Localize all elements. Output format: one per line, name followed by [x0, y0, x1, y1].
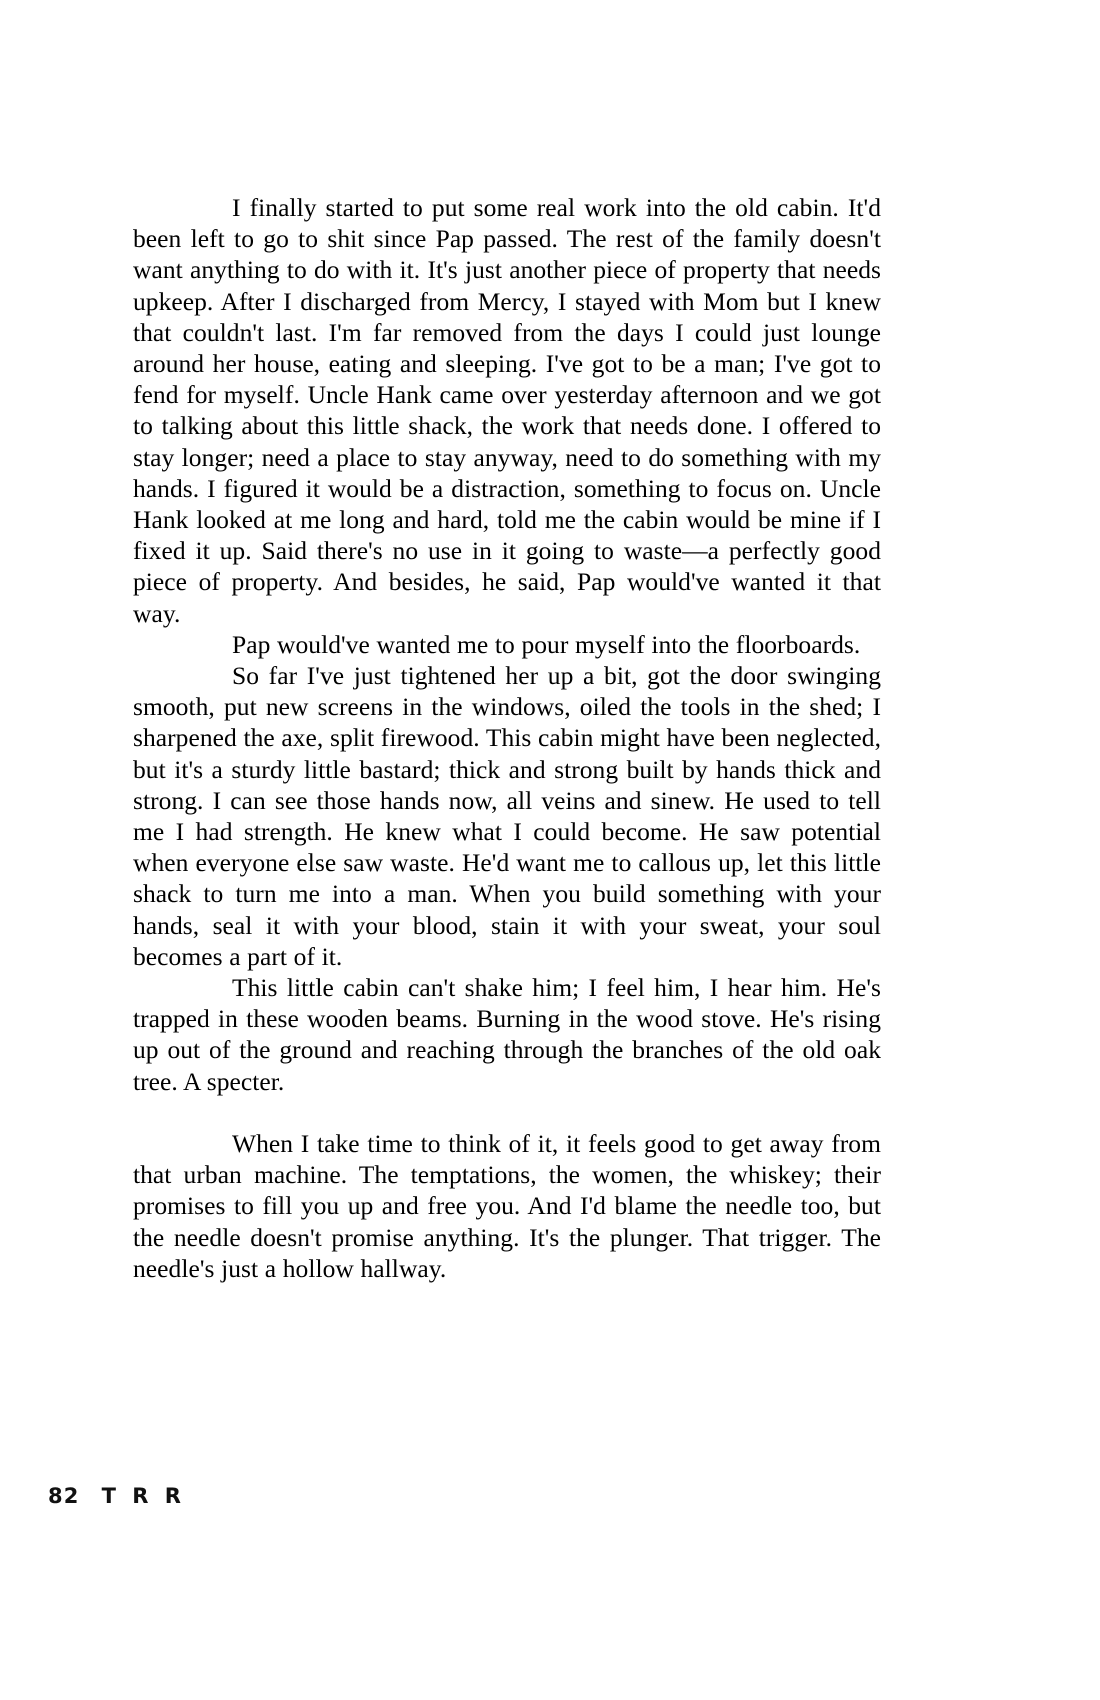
paragraph-5: When I take time to think of it, it feels good to get away from that urban machine. The temptations, the women, the whiskey; their promises to fill you up and free you. And I'd blame the needle too, but the needle doesn't promise anything. It's the plunger. That trigger. The needle's just a hollow hallway.	[133, 1129, 881, 1283]
paragraph-3: So far I've just tightened her up a bit, got the door swinging smooth, put new screens in the windows, oiled the tools in the shed; I sharpened the axe, split firewood. This cabin might have been neglected, but it's a sturdy little bastard; thick and strong built by hands thick and strong. I can see those hands now, all veins and sinew. He used to tell me I had strength. He knew what I could become. He saw potential when everyone else saw waste. He'd want me to callous up, let this little shack to turn me into a man. When you build something with your hands, seal it with your blood, stain it with your sweat, your soul becomes a part of it.	[133, 661, 881, 971]
page-number: 82	[48, 1484, 80, 1508]
running-head: T R R	[101, 1484, 186, 1508]
paragraph-2: Pap would've wanted me to pour myself into the floorboards.	[232, 629, 861, 659]
body-text-column	[133, 192, 881, 1284]
paragraph-4: This little cabin can't shake him; I feel him, I hear him. He's trapped in these wooden beams. Burning in the wood stove. He's rising up out of the ground and reaching through the branches of the old oak tree. A specter.	[133, 973, 881, 1096]
paragraph-1: I finally started to put some real work into the old cabin. It'd been left to go to shit since Pap passed. The rest of the family doesn't want anything to do with it. It's just another piece of property that needs upkeep. After I discharged from Mercy, I stayed with Mom but I knew that couldn't last. I'm far removed from the days I could just lounge around her house, eating and sleeping. I've got to be a man; I've got to fend for myself. Uncle Hank came over yesterday afternoon and we got to talking about this little shack, the work that needs done. I offered to stay longer; need a place to stay anyway, need to do something with my hands. I figured it would be a distraction, something to focus on. Uncle Hank looked at me long and hard, told me the cabin would be mine if I fixed it up. Said there's no use in it going to waste—a perfectly good piece of property. And besides, he said, Pap would've wanted it that way.	[133, 193, 881, 628]
page-footer	[48, 1484, 185, 1508]
